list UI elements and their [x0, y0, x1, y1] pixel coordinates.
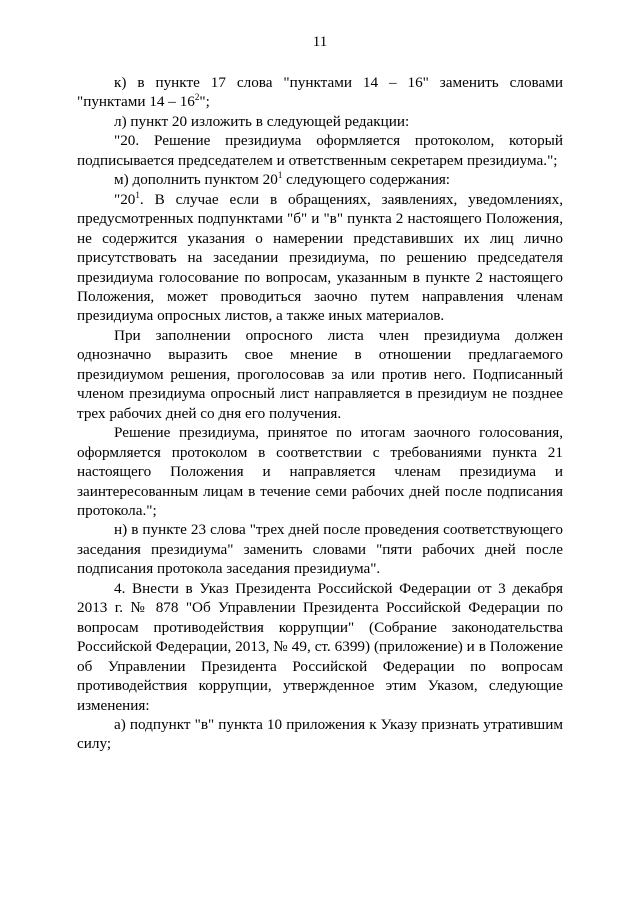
- text-run: а) подпункт "в" пункта 10 приложения к Указу признать утратившим силу;: [77, 715, 563, 753]
- text-run: к) в пункте 17 слова "пунктами 14 – 16" заменить словами "пунктами 14 – 16: [77, 74, 563, 111]
- paragraph-item-4: [77, 579, 563, 715]
- paragraph-l: [77, 112, 563, 131]
- paragraph-point-20-1: [77, 190, 563, 326]
- text-run: м) дополнить пунктом 20: [114, 171, 278, 189]
- text-run: ";: [199, 93, 210, 111]
- superscript-index: 1: [135, 189, 140, 200]
- text-run: следующего содержания:: [282, 171, 451, 189]
- superscript-index: 1: [277, 170, 283, 181]
- text-run: Решение президиума, принятое по итогам заочного голосования, оформляется протоколом в соответствии с требованиями пункта 21 настоящего Положения и направляется членам президиума и заинтересованным лицам в течение семи рабочих дней после подписания протокола.";: [77, 424, 563, 519]
- text-run: При заполнении опросного листа член президиума должен однозначно выразить свое мнение в отношении предлагаемого президиумом решения, проголосовав за или против него. Подписанный членом президиума опросный лист направляется в президиум не позднее трех рабочих дней со дня его получения.: [77, 326, 563, 422]
- text-run: . В случае если в обращениях, заявлениях, уведомлениях, предусмотренных подпунктами "б" и "в" пункта 2 настоящего Положения, не содержится указания о намерении представивших их лиц лично присутствовать на заседании президиума, по решению председателя президиума голосование по вопросам, указанным в пункте 2 настоящего Положения, может проводиться заочно путем направления членам президиума опросных листов, а также иных материалов.: [77, 190, 563, 325]
- paragraph-k: [77, 73, 563, 112]
- text-run: "20. Решение президиума оформляется протоколом, который подписывается председателем и ответственным секретарем президиума.";: [77, 132, 563, 169]
- text-run: н) в пункте 23 слова "трех дней после проведения соответствующего заседания президиума" заменить словами "пяти рабочих дней после подписания протокола заседания президиума".: [77, 521, 563, 578]
- paragraph-absentee-decision: [77, 423, 563, 520]
- paragraph-questionnaire: [77, 326, 563, 423]
- paragraph-n: [77, 520, 563, 578]
- paragraph-point-20: [77, 131, 563, 170]
- paragraph-m: [77, 170, 563, 189]
- text-run: 4. Внести в Указ Президента Российской Федерации от 3 декабря 2013 г. № 878 "Об Управлении Президента Российской Федерации по вопросам противодействия коррупции" (Собрание законодательства Российской Федерации, 2013, № 49, ст. 6399) (приложение) и в Положение об Управлении Президента Российской Федерации по вопросам противодействия коррупции, утвержденное этим Указом, следующие изменения:: [77, 579, 563, 714]
- paragraph-a: [77, 715, 563, 754]
- document-body: [77, 73, 563, 754]
- page-number: 11: [312, 34, 328, 50]
- text-run: л) пункт 20 изложить в следующей редакции:: [114, 112, 410, 130]
- superscript-index: 2: [194, 92, 200, 103]
- text-run: "20: [114, 190, 136, 208]
